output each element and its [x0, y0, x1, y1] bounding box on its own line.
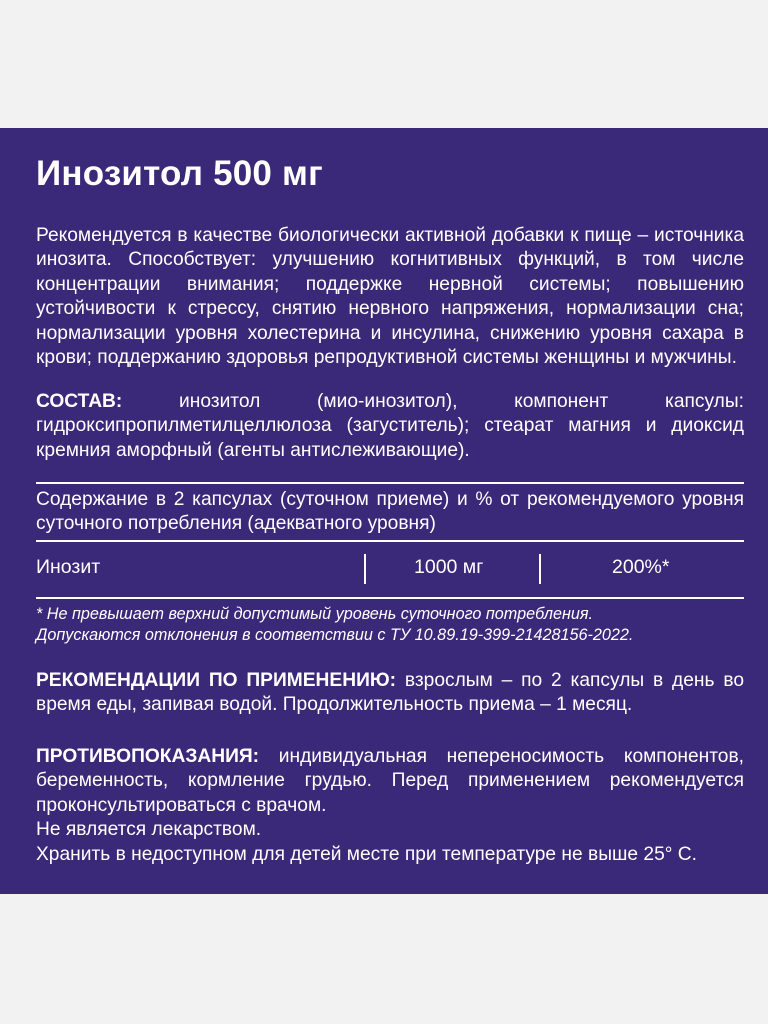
- product-info-panel: [0, 128, 768, 894]
- contraindications-text: индивидуальная непереносимость компонентов, беременность, кормление грудью. Перед применением рекомендуется проконсультироваться с врачом.: [36, 746, 744, 816]
- composition-label: СОСТАВ:: [36, 391, 123, 412]
- storage-note: Хранить в недоступном для детей месте при температуре не выше 25° С.: [36, 843, 697, 865]
- table-top-divider: [36, 482, 744, 484]
- content-header-text: Содержание в 2 капсулах (суточном приеме) и % от рекомендуемого уровня суточного потребления (адекватного уровня): [36, 489, 744, 535]
- usage-text: взрослым – по 2 капсулы в день во время еды, запивая водой. Продолжительность приема – 1 месяц.: [36, 670, 745, 716]
- footnote-tolerance: Допускаются отклонения в соответствии с ТУ 10.89.19-399-21428156-2022.: [36, 626, 634, 644]
- nutrient-amount: 1000 мг: [414, 556, 484, 578]
- contraindications-label: ПРОТИВОПОКАЗАНИЯ:: [36, 746, 260, 767]
- contraindications-paragraph: [36, 745, 744, 867]
- content-header: [36, 488, 744, 537]
- table-header-divider: [36, 540, 744, 542]
- nutrient-percent: 200%*: [612, 556, 670, 578]
- usage-label: РЕКОМЕНДАЦИИ ПО ПРИМЕНЕНИЮ:: [36, 670, 397, 691]
- description-paragraph: [36, 224, 744, 370]
- composition-text: инозитол (мио-инозитол), компонент капсулы: гидроксипропилметилцеллюлоза (загуститель); стеарат магния и диоксид кремния аморфный (агенты антислеживающие).: [36, 391, 744, 461]
- column-separator: [539, 554, 541, 584]
- usage-paragraph: [36, 669, 744, 718]
- nutrient-name: Инозит: [36, 556, 101, 578]
- column-separator: [364, 554, 366, 584]
- table-bottom-divider: [36, 597, 744, 599]
- contraindications-block: [36, 745, 744, 818]
- not-medicine-note: Не является лекарством.: [36, 819, 262, 841]
- footnote-limit: * Не превышает верхний допустимый уровень суточного потребления.: [36, 605, 594, 623]
- description-text: Рекомендуется в качестве биологически активной добавки к пище – источника инозита. Способствует: улучшению когнитивных функций, в том числе концентрации внимания; поддержке нервной системы; повышению устойчивости к стрессу, снятию нервного напряжения, нормализации сна; нормализации уровня холестерина и инсулина, снижению уровня сахара в крови; поддержанию здоровья репродуктивной системы женщины и мужчины.: [36, 225, 744, 369]
- product-title: Инозитол 500 мг: [36, 154, 323, 193]
- composition-paragraph: [36, 390, 744, 463]
